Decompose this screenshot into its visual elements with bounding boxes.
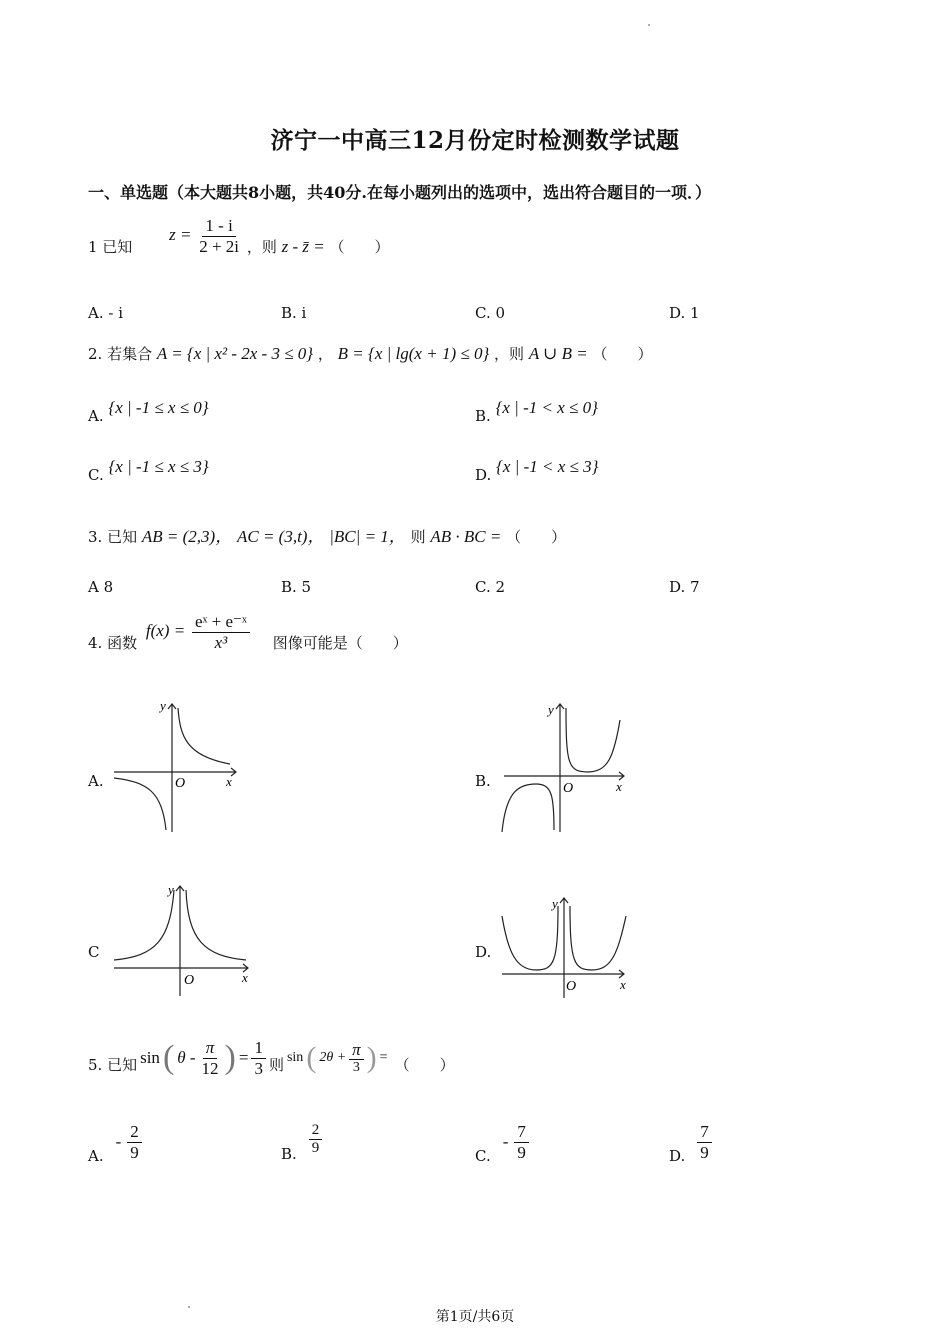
q4-tail: 图像可能是（ ） [272,634,408,653]
q5-number: 5. 已知 [88,1055,138,1074]
q3-vector-ac: AC = (3,t)， [236,527,325,546]
q3-option-d[interactable]: D. 7 [669,578,700,596]
curve-left-branch [114,778,166,830]
curve-left-branch [502,784,554,832]
q5-two-theta: 2θ + [319,1050,347,1066]
q5-equals: = [238,1048,249,1068]
x-axis-label: x [226,774,232,789]
origin-label: O [184,973,195,988]
question-2 [88,343,653,364]
q1-then: ，则 [246,238,277,257]
q2-blank: （ ） [592,345,653,363]
q1-expr: z - z̄ = [281,237,325,257]
q5-left-paren: ( [162,1039,175,1077]
x-axis-label: x [616,779,622,794]
q5-equals-2: = [379,1050,388,1066]
q5-sin-left: sin [140,1048,160,1068]
q4-fraction: $\frac{\text{eˣ + e⁻ˣ}}{\text{x³}}$ [190,612,252,652]
q5-option-c[interactable]: C. - $\frac{7}{9}$ [475,1122,529,1162]
q4-number: 4. 函数 [88,634,138,653]
question-5 [88,1038,455,1078]
q2-then: ，则 [494,345,525,363]
q5-option-b-fraction: $\frac{2}{9}$ [309,1122,323,1158]
q2-option-c[interactable]: C. {x | -1 ≤ x ≤ 3} [88,457,209,484]
section-heading: 一、单选题（本大题共8小题，共40分.在每小题列出的选项中，选出符合题目的一项．） [88,183,711,202]
curve-right-branch [178,708,230,764]
q3-expr: AB · BC = [430,527,502,546]
q1-option-d[interactable]: D. 1 [669,304,700,322]
q5-option-d[interactable]: D. $\frac{7}{9}$ [669,1122,712,1162]
q5-option-c-fraction: $\frac{7}{9}$ [514,1122,529,1162]
curve-right-branch [186,890,246,960]
q4-option-b-label[interactable]: B. [475,772,491,790]
q2-number: 2. 若集合 [88,345,153,363]
q1-fraction: $\frac{1 - i}{2 + 2i}$ [199,216,240,256]
q4-option-a-graph[interactable] [108,696,248,836]
y-axis-label: y [548,702,554,717]
q4-option-b-graph[interactable] [496,696,636,836]
x-axis-label: x [242,970,248,985]
q3-option-c[interactable]: C. 2 [475,578,506,596]
question-3 [88,522,566,547]
q1-number: 1 已知 [88,238,133,257]
q3-option-b[interactable]: B. 5 [281,578,312,596]
q5-then: 则 [268,1055,284,1074]
q4-option-a-label[interactable]: A. [88,772,104,790]
q5-option-b[interactable]: B. $\frac{2}{9}$ [281,1122,322,1158]
curve-left-branch [502,906,558,970]
q2-set-a: A = {x | x² - 2x - 3 ≤ 0} [156,344,314,363]
origin-label: O [175,776,186,791]
q4-option-d-graph[interactable] [496,892,636,1002]
page-footer: 第1页/共6页 [435,1309,515,1325]
q5-pi-over-3: $\frac{\pi}{3}$ [349,1040,364,1077]
q3-norm-bc: |BC| = 1， [329,527,406,546]
q5-theta: θ - [177,1048,196,1068]
q4-option-d-label[interactable]: D. [475,943,492,961]
q2-option-a-set: {x | -1 ≤ x ≤ 0} [108,398,209,417]
q5-option-a[interactable]: A. - $\frac{2}{9}$ [88,1122,142,1162]
q5-one-third: $\frac{1}{3}$ [251,1038,266,1078]
q5-right-paren: ) [224,1039,236,1077]
origin-label: O [563,781,574,796]
q4-option-c-label[interactable]: C [88,943,100,961]
q1-blank: （ ） [329,238,390,257]
x-axis-label: x [620,977,626,992]
q2-separator: ， [317,345,333,363]
curve-right-branch [570,906,626,970]
q4-option-c-graph[interactable] [108,880,258,1000]
q3-number: 3. 已知 [88,528,138,546]
y-axis-label: y [552,896,558,911]
q5-right-paren-2: ) [366,1041,377,1075]
q2-option-b[interactable]: B. {x | -1 < x ≤ 0} [475,398,598,425]
q5-option-a-fraction: $\frac{2}{9}$ [127,1122,142,1162]
question-1 [88,216,390,256]
y-axis-label: y [160,698,166,713]
q5-pi-over-12: $\frac{\pi}{12}$ [201,1038,219,1078]
curve-right-branch [566,708,620,772]
q3-blank: （ ） [506,528,567,546]
question-4 [88,612,408,652]
page-title: 济宁一中高三12月份定时检测数学试题 [270,127,680,154]
q2-option-b-set: {x | -1 < x ≤ 0} [495,398,598,417]
q5-sin-right: sin [286,1050,304,1066]
q2-option-c-set: {x | -1 ≤ x ≤ 3} [108,457,209,476]
q2-set-b: B = {x | lg(x + 1) ≤ 0} [337,344,490,363]
q5-blank: （ ） [394,1055,455,1074]
q4-lhs: f(x) = [145,621,186,641]
q5-left-paren-2: ( [306,1041,317,1075]
q1-option-a[interactable]: A. - i [88,304,124,322]
y-axis-label: y [168,882,174,897]
q3-vector-ab: AB = (2,3)， [141,527,233,546]
q1-option-c[interactable]: C. 0 [475,304,506,322]
q3-option-a[interactable]: A 8 [88,578,114,596]
q1-z: z = [169,225,192,245]
q5-option-d-fraction: $\frac{7}{9}$ [697,1122,712,1162]
origin-label: O [566,979,577,994]
q2-option-d-set: {x | -1 < x ≤ 3} [496,457,599,476]
curve-left-branch [114,890,174,960]
q1-option-b[interactable]: B. i [281,304,307,322]
q2-option-d[interactable]: D. {x | -1 < x ≤ 3} [475,457,599,484]
q3-then: 则 [410,528,426,546]
speck-top [648,24,650,26]
q2-expr: A ∪ B = [528,344,588,363]
q2-option-a[interactable]: A. {x | -1 ≤ x ≤ 0} [88,398,209,425]
